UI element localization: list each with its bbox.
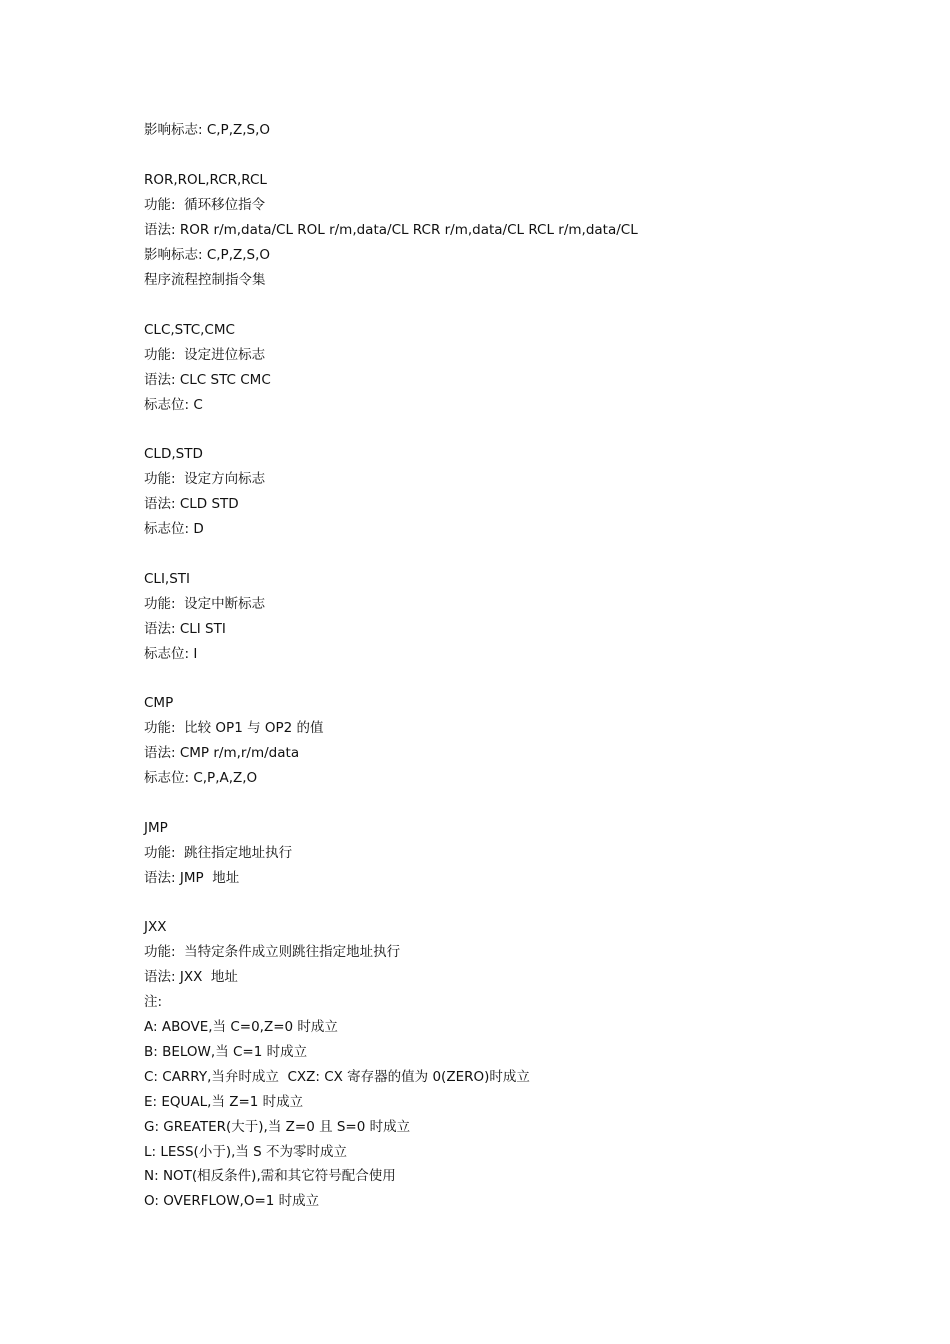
text-line: 语法: ROR r/m,data/CL ROL r/m,data/CL RCR r/m,data/CL RCL r/m,data/CL xyxy=(144,222,638,238)
text-line: L: LESS(小于),当 S 不为零时成立 xyxy=(144,1144,348,1160)
section-heading: ROR,ROL,RCR,RCL xyxy=(144,172,267,188)
text-line: 程序流程控制指令集 xyxy=(144,272,266,288)
section-heading: CMP xyxy=(144,695,174,711)
text-line: B: BELOW,当 C=1 时成立 xyxy=(144,1044,308,1060)
text-line: 标志位: I xyxy=(144,646,198,662)
text-line: 语法: JMP 地址 xyxy=(144,870,240,886)
section-heading: JXX xyxy=(144,919,167,935)
text-line: 功能: 比较 OP1 与 OP2 的值 xyxy=(144,720,324,736)
text-line: 功能: 设定方向标志 xyxy=(144,471,266,487)
text-line: 影响标志: C,P,Z,S,O xyxy=(144,122,271,138)
section-heading: JMP xyxy=(144,820,168,836)
text-line: 注: xyxy=(144,994,163,1010)
text-line: 功能: 循环移位指令 xyxy=(144,197,266,213)
text-line: 语法: JXX 地址 xyxy=(144,969,238,985)
section-heading: CLD,STD xyxy=(144,446,203,462)
text-line: 标志位: D xyxy=(144,521,204,537)
text-line: 功能: 跳往指定地址执行 xyxy=(144,845,293,861)
text-line: O: OVERFLOW,O=1 时成立 xyxy=(144,1193,320,1209)
text-line: C: CARRY,当弁时成立 CXZ: CX 寄存器的值为 0(ZERO)时成立 xyxy=(144,1069,530,1085)
text-line: 功能: 当特定条件成立则跳往指定地址执行 xyxy=(144,944,401,960)
text-line: 影响标志: C,P,Z,S,O xyxy=(144,247,271,263)
section-heading: CLC,STC,CMC xyxy=(144,322,235,338)
text-line: 功能: 设定进位标志 xyxy=(144,347,266,363)
section-heading: CLI,STI xyxy=(144,571,191,587)
text-line: 语法: CMP r/m,r/m/data xyxy=(144,745,300,761)
text-line: G: GREATER(大于),当 Z=0 且 S=0 时成立 xyxy=(144,1119,411,1135)
text-line: 功能: 设定中断标志 xyxy=(144,596,266,612)
text-line: 标志位: C,P,A,Z,O xyxy=(144,770,258,786)
text-line: 语法: CLC STC CMC xyxy=(144,372,271,388)
text-line: 标志位: C xyxy=(144,397,203,413)
text-line: 语法: CLI STI xyxy=(144,621,226,637)
text-line: E: EQUAL,当 Z=1 时成立 xyxy=(144,1094,304,1110)
text-line: 语法: CLD STD xyxy=(144,496,239,512)
text-line: N: NOT(相反条件),需和其它符号配合使用 xyxy=(144,1168,396,1184)
text-line: A: ABOVE,当 C=0,Z=0 时成立 xyxy=(144,1019,338,1035)
